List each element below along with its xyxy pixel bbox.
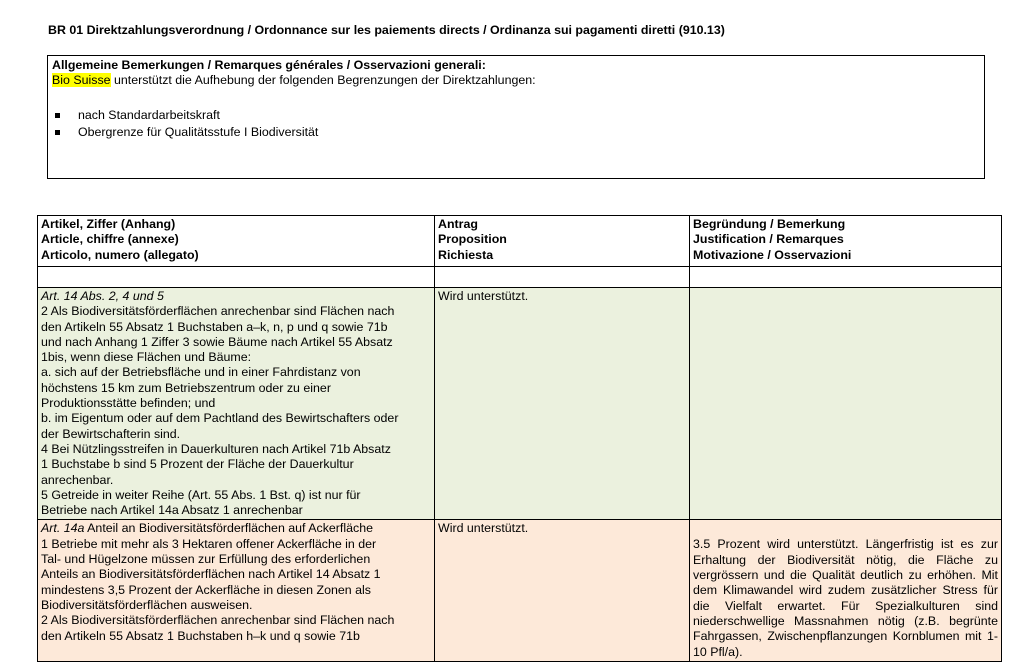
header-line: Article, chiffre (annexe) <box>41 232 179 247</box>
proposal-text: Wird unterstützt. <box>438 521 529 536</box>
article-cell <box>38 520 435 661</box>
article-line: 4 Bei Nützlingsstreifen in Dauerkulturen nach Artikel 71b Absatz <box>41 441 391 456</box>
remarks-heading: Allgemeine Bemerkungen / Remarques générales / Osservazioni generali: <box>52 58 486 72</box>
empty-cell <box>38 267 435 288</box>
bullet-text: Obergrenze für Qualitätsstufe I Biodiversität <box>78 125 319 139</box>
article-line: 1 Betriebe mit mehr als 3 Hektaren offener Ackerfläche in der <box>41 536 377 551</box>
article-line: Produktionsstätte befinden; und <box>41 396 216 411</box>
article-line: Biodiversitätsförderflächen ausweisen. <box>41 597 253 612</box>
remarks-intro-text: unterstützt die Aufhebung der folgenden Begrenzungen der Direktzahlungen: <box>110 73 536 87</box>
header-line: Proposition <box>438 232 507 247</box>
article-line: und nach Anhang 1 Ziffer 3 sowie Bäume nach Artikel 55 Absatz <box>41 334 393 349</box>
bullet-square-icon <box>55 113 60 118</box>
article-line: b. im Eigentum oder auf dem Pachtland des Bewirtschafters oder <box>41 411 399 426</box>
remarks-bullet-list <box>52 107 980 141</box>
table-row <box>38 288 1002 520</box>
article-line: 1 Buchstabe b sind 5 Prozent der Fläche der Dauerkultur <box>41 457 354 472</box>
header-line: Articolo, numero (allegato) <box>41 247 199 262</box>
article-line: 2 Als Biodiversitätsförderflächen anrechenbar sind Flächen nach <box>41 613 395 628</box>
article-line: a. sich auf der Betriebsfläche und in einer Fahrdistanz von <box>41 365 361 380</box>
remarks-intro <box>52 73 980 88</box>
justification-cell <box>690 520 1002 661</box>
header-article <box>38 216 435 267</box>
bullet-text: nach Standardarbeitskraft <box>78 108 220 122</box>
article-heading-line <box>41 521 431 536</box>
bullet-item <box>52 124 980 141</box>
header-proposal <box>435 216 690 267</box>
article-line: Tal- und Hügelzone müssen zur Erfüllung des erforderlichen <box>41 552 371 567</box>
header-line: Richiesta <box>438 247 494 262</box>
document-title: BR 01 Direktzahlungsverordnung / Ordonnance sur les paiements directs / Ordinanza sui pagamenti diretti (910.13) <box>48 23 725 37</box>
article-line: höchstens 15 km zum Betriebszentrum oder zu einer <box>41 380 331 395</box>
empty-cell <box>690 267 1002 288</box>
article-line: 1bis, wenn diese Flächen und Bäume: <box>41 350 252 365</box>
article-line: Anteils an Biodiversitätsförderflächen nach Artikel 14 Absatz 1 <box>41 567 381 582</box>
org-name-highlight: Bio Suisse <box>52 73 111 87</box>
article-line: den Artikeln 55 Absatz 1 Buchstaben a–k, n, p und q sowie 71b <box>41 319 388 334</box>
proposal-cell <box>435 288 690 520</box>
proposal-table <box>37 215 1002 662</box>
header-line: Begründung / Bemerkung <box>693 217 846 231</box>
empty-row <box>38 267 1002 288</box>
article-heading-text: Anteil an Biodiversitätsförderflächen auf Ackerfläche <box>84 521 373 536</box>
bullet-item <box>52 107 980 124</box>
bullet-square-icon <box>55 130 60 135</box>
article-line: 5 Getreide in weiter Reihe (Art. 55 Abs. 1 Bst. q) ist nur für <box>41 487 361 502</box>
article-line: mindestens 3,5 Prozent der Ackerfläche in diesen Zonen als <box>41 582 371 597</box>
article-line: 2 Als Biodiversitätsförderflächen anrechenbar sind Flächen nach <box>41 304 395 319</box>
header-line: Justification / Remarques <box>693 232 844 247</box>
header-line: Artikel, Ziffer (Anhang) <box>41 217 176 231</box>
article-reference: Art. 14a <box>41 521 85 536</box>
article-line: Betriebe nach Artikel 14a Absatz 1 anrechenbar <box>41 503 303 518</box>
justification-text: 3.5 Prozent wird unterstützt. Längerfristig ist es zur Erhaltung der Biodiversität nötig, die Fläche zu vergrössern und die Qualität deutlich zu erhöhen. Mit dem Klimawandel wird zudem zusätzlicher Stress für die Vielfalt erwartet. Für Spezialkulturen sind niederschwellige Massnahmen nötig (z.B. begrünte Fahrgassen, Zwischenpflanzungen Kornblumen mit 1-10 Pfl/a). <box>693 537 998 659</box>
article-line: anrechenbar. <box>41 472 114 487</box>
table-header-row <box>38 216 1002 267</box>
header-justification <box>690 216 1002 267</box>
article-reference: Art. 14 Abs. 2, 4 und 5 <box>41 289 164 303</box>
header-line: Motivazione / Osservazioni <box>693 247 852 262</box>
table-row <box>38 520 1002 661</box>
empty-cell <box>435 267 690 288</box>
article-cell <box>38 288 435 520</box>
header-line: Antrag <box>438 217 478 231</box>
proposal-cell <box>435 520 690 661</box>
general-remarks-box <box>47 55 985 179</box>
proposal-text: Wird unterstützt. <box>438 289 529 303</box>
article-line: den Artikeln 55 Absatz 1 Buchstaben h–k und q sowie 71b <box>41 628 360 643</box>
article-line: der Bewirtschafterin sind. <box>41 426 181 441</box>
justification-cell <box>690 288 1002 520</box>
